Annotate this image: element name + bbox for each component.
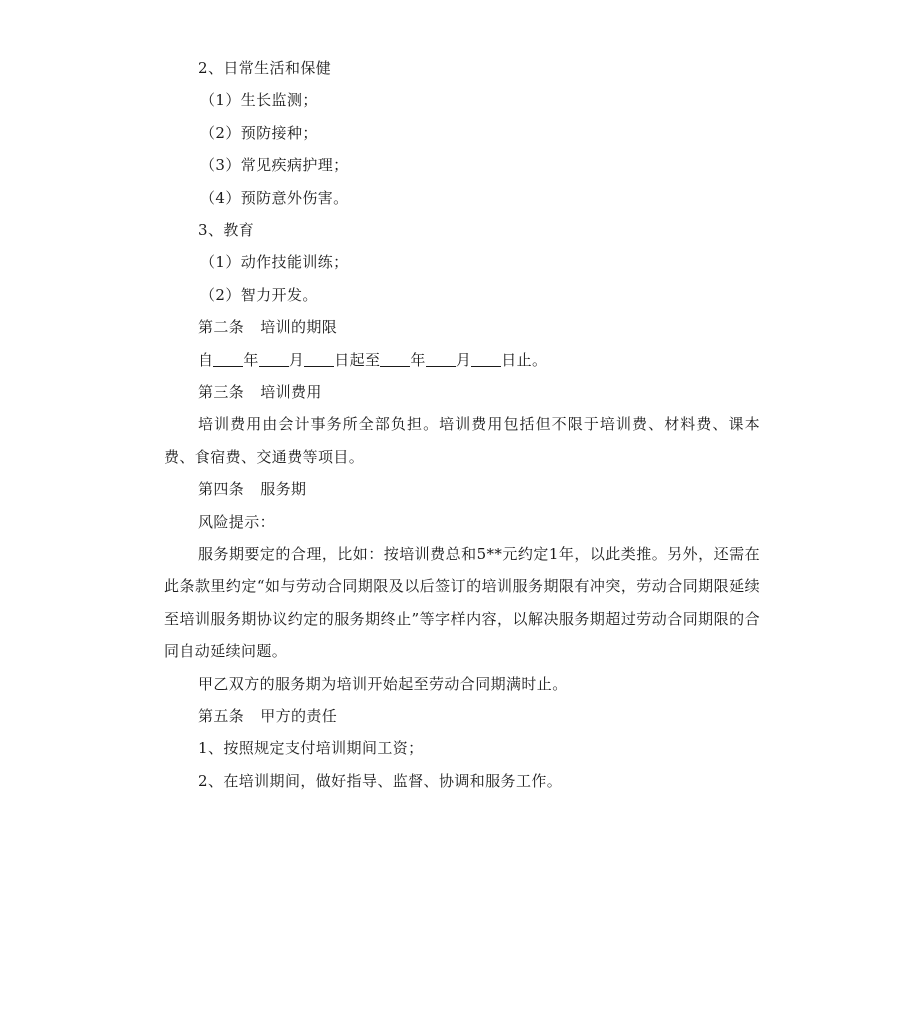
- duty-item-1: 1、按照规定支付培训期间工资；: [198, 739, 424, 758]
- start-day-blank: [304, 348, 334, 367]
- article-4-title: 服务期: [260, 480, 307, 499]
- item-vaccination: （2）预防接种；: [200, 123, 318, 142]
- end-day-blank: [471, 348, 501, 367]
- risk-paragraph: 服务期要定的合理，比如：按培训费总和5**元约定1年，以此类推。另外，还需在此条款里约定“如与劳动合同期限及以后签订的培训服务期限有冲突，劳动合同期限延续至培训服务期协议约定的服务期终止”等字样内容，以解决服务期超过劳动合同期限的合同自动延续问题。: [164, 544, 760, 661]
- article-3-number: 第三条: [198, 382, 245, 401]
- item-growth-monitoring: （1）生长监测；: [200, 91, 318, 110]
- article-2-title: 培训的期限: [260, 318, 338, 337]
- item-education: 3、教育: [198, 220, 255, 239]
- article-5-heading: [164, 700, 760, 732]
- start-month-blank: [259, 348, 289, 367]
- item-daily-life: 2、日常生活和保健: [198, 59, 332, 77]
- item-disease-care: （3）常见疾病护理；: [200, 156, 349, 175]
- period-day-to: 日起至: [334, 350, 381, 369]
- period-end: 日止。: [501, 350, 548, 369]
- period-year-1: 年: [243, 350, 259, 369]
- article-4-heading: [164, 473, 760, 505]
- article-4-number: 第四条: [198, 480, 245, 499]
- training-fee-paragraph: 培训费用由会计事务所全部负担。培训费用包括但不限于培训费、材料费、课本费、食宿费、交通费等项目。: [164, 415, 760, 466]
- risk-label: 风险提示：: [198, 512, 276, 531]
- document-body: [164, 52, 760, 797]
- period-from: 自: [198, 350, 214, 369]
- end-month-blank: [426, 348, 456, 367]
- training-period-line: [164, 344, 760, 376]
- article-5-title: 甲方的责任: [260, 706, 338, 725]
- item-intellectual-development: （2）智力开发。: [200, 285, 318, 304]
- period-year-2: 年: [410, 350, 426, 369]
- item-injury-prevention: （4）预防意外伤害。: [200, 188, 349, 207]
- period-month-2: 月: [455, 350, 472, 369]
- article-3-heading: [164, 376, 760, 408]
- service-period-paragraph: 甲乙双方的服务期为培训开始起至劳动合同期满时止。: [198, 674, 568, 693]
- article-2-number: 第二条: [198, 318, 245, 337]
- article-3-title: 培训费用: [260, 382, 322, 401]
- period-month-1: 月: [288, 350, 305, 369]
- start-year-blank: [213, 348, 243, 367]
- duty-item-2: 2、在培训期间，做好指导、监督、协调和服务工作。: [198, 771, 563, 790]
- article-5-number: 第五条: [198, 706, 245, 725]
- item-motor-skills: （1）动作技能训练；: [200, 253, 349, 272]
- end-year-blank: [380, 348, 410, 367]
- article-2-heading: [164, 311, 760, 343]
